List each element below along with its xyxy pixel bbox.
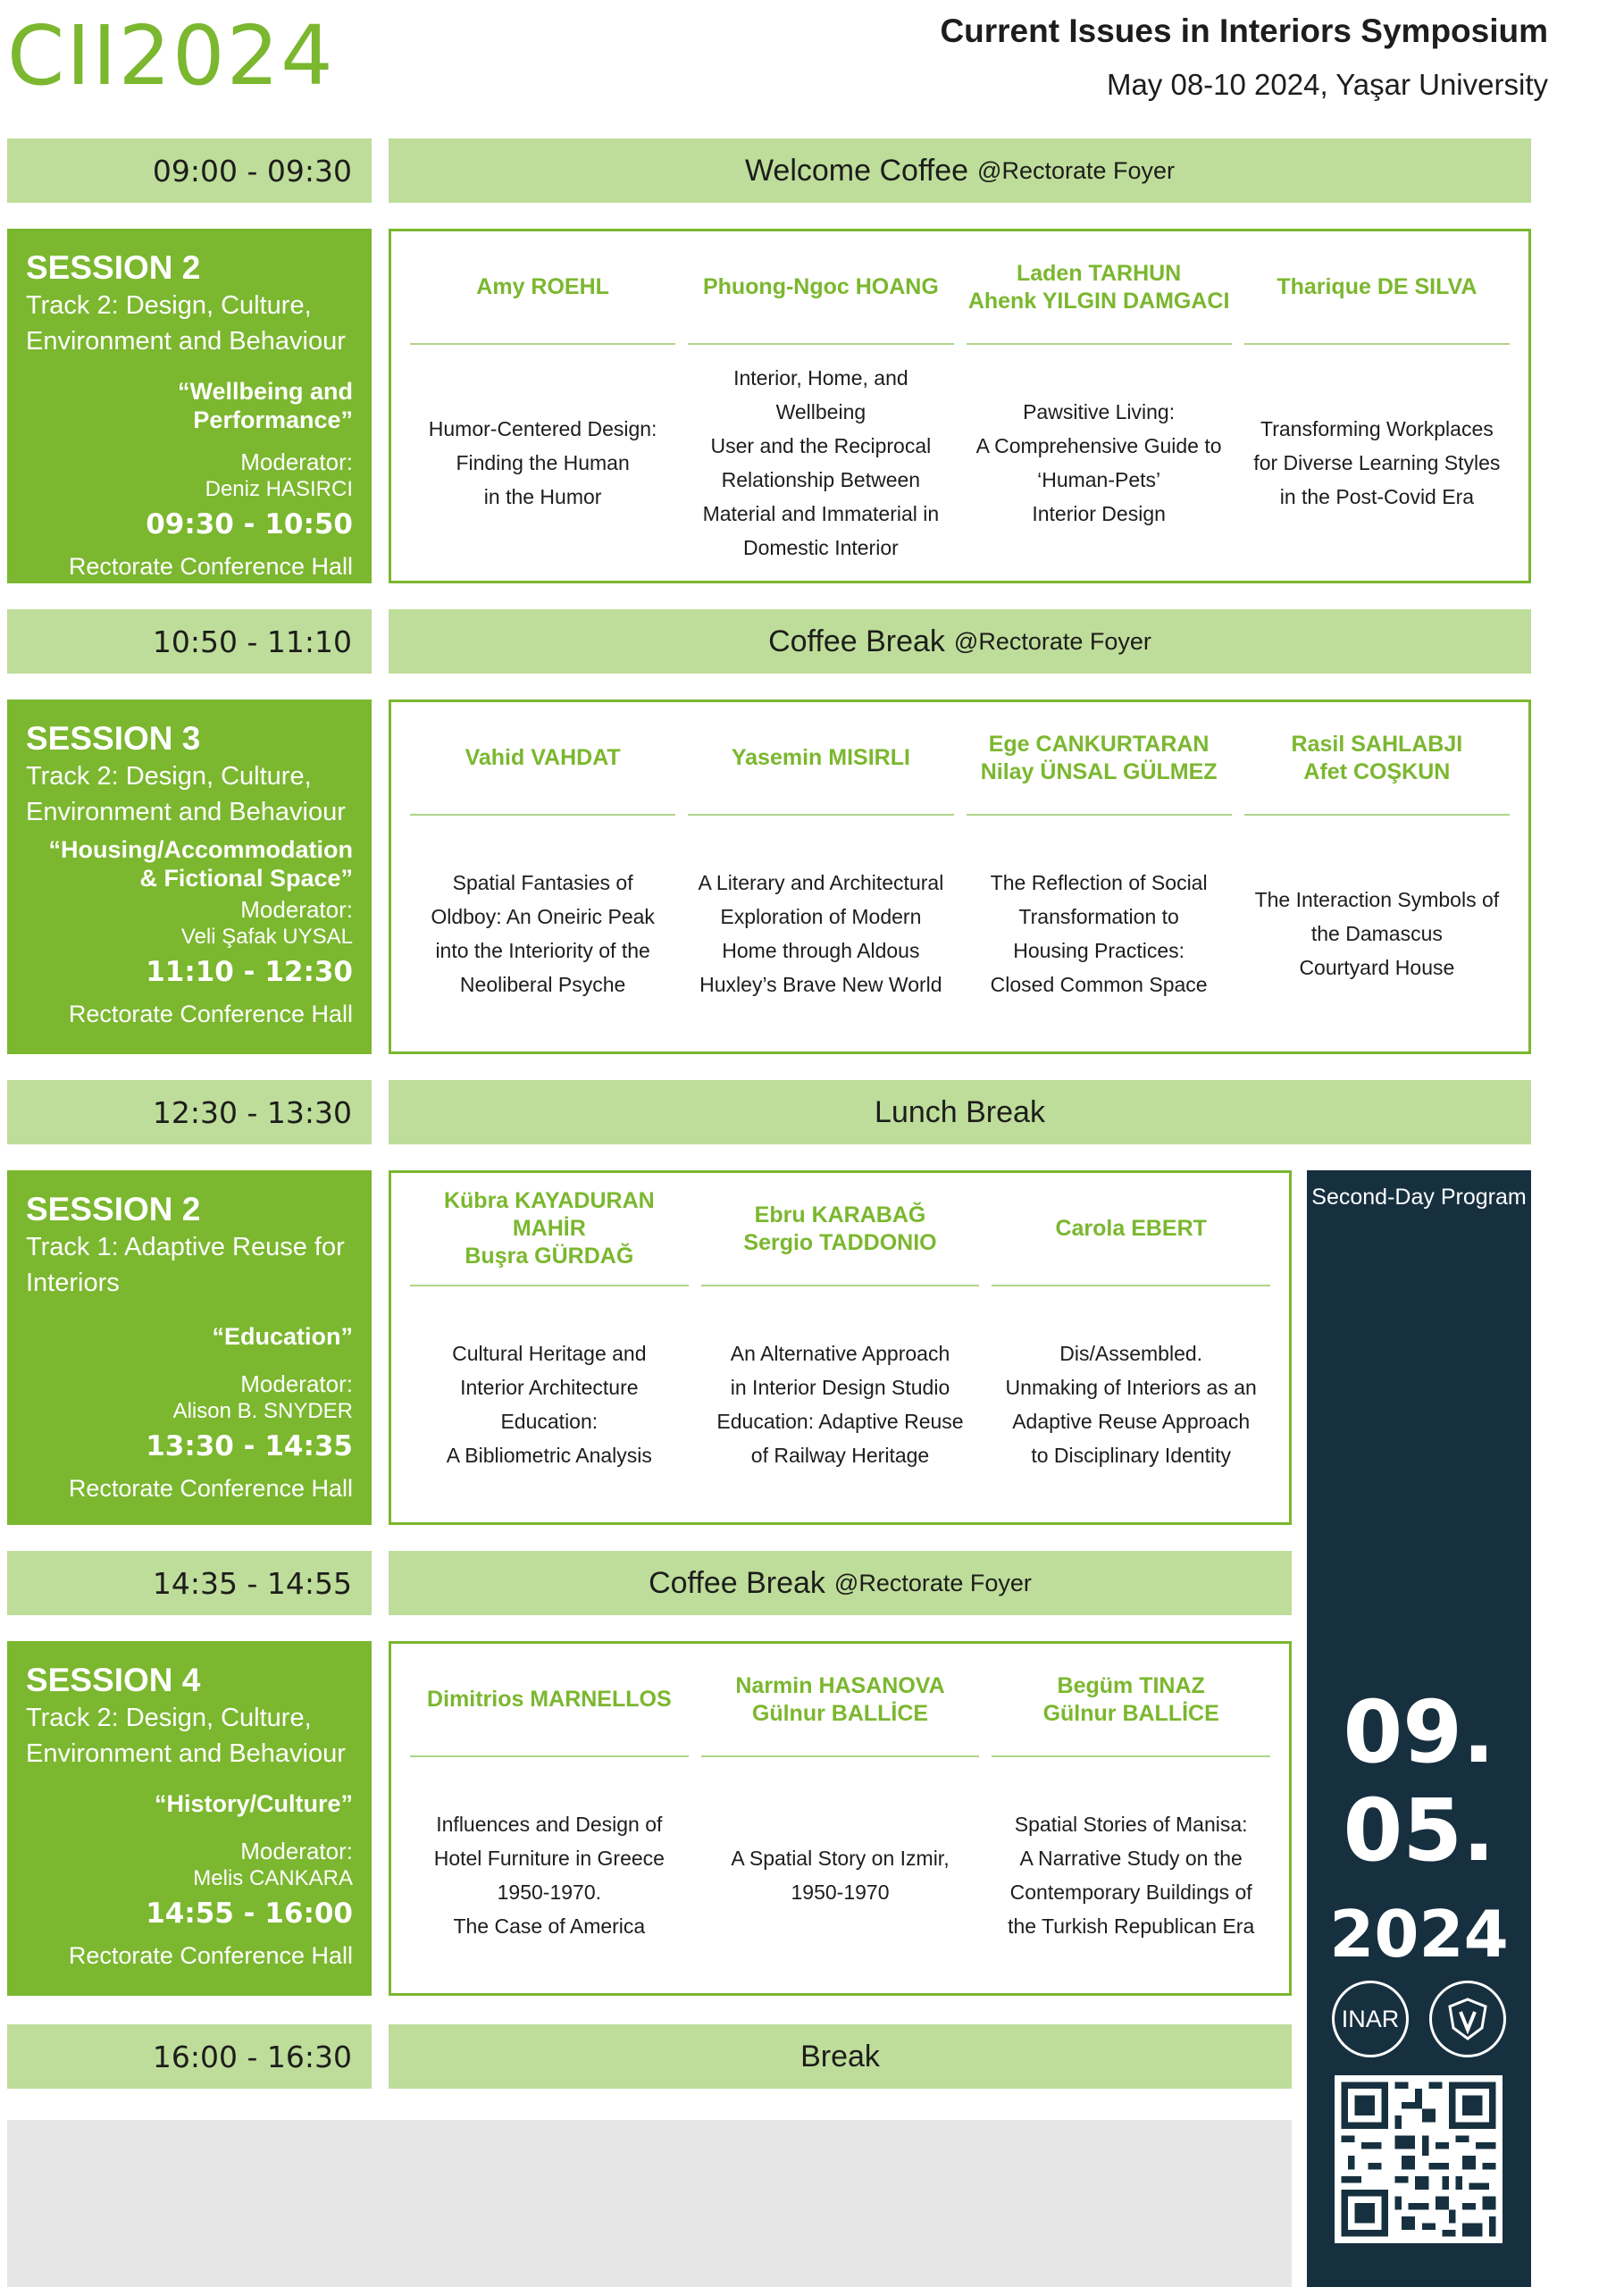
session-time: 13:30 - 14:35 [146, 1430, 353, 1462]
moderator-label: Moderator: [240, 896, 353, 923]
session-hall: Rectorate Conference Hall [68, 1001, 353, 1027]
author-name: Ege CANKURTARAN [988, 731, 1210, 757]
moderator-label: Moderator: [240, 1370, 353, 1397]
event-label: Break [800, 2039, 880, 2073]
paper-item [1244, 231, 1510, 581]
lunch-break-bar [389, 1080, 1531, 1144]
papers-panel [389, 1641, 1292, 1996]
qr-code-icon[interactable] [1335, 2075, 1503, 2243]
event-label: Coffee Break [768, 624, 945, 658]
time-slot: 10:50 - 11:10 [7, 609, 372, 674]
event-location: @Rectorate Foyer [953, 627, 1151, 655]
author-name: Vahid VAHDAT [465, 745, 621, 770]
session-panel [7, 700, 372, 1054]
paper-item [967, 702, 1232, 1051]
session-hall: Rectorate Conference Hall [68, 553, 353, 580]
paper-authors [701, 1173, 980, 1286]
paper-title-text: Spatial Fantasies of Oldboy: An Oneiric Peak into the Interiority of the Neoliberal Psyche [431, 871, 655, 996]
author-name: Gülnur BALLİCE [1042, 1700, 1219, 1726]
coffee-break-bar [389, 1551, 1292, 1615]
author-name: Amy ROEHL [476, 274, 609, 299]
session-time: 14:55 - 16:00 [146, 1897, 353, 1930]
papers-panel [389, 1170, 1292, 1525]
session-panel [7, 1641, 372, 1996]
paper-authors [688, 231, 953, 345]
paper-item [410, 702, 675, 1051]
author-name: Kübra KAYADURAN MAHİR [443, 1188, 655, 1241]
paper-authors [1244, 231, 1510, 345]
author-name: Laden TARHUN [1016, 260, 1182, 286]
author-name: Nilay ÜNSAL GÜLMEZ [980, 758, 1218, 784]
break-bar [389, 2024, 1292, 2089]
author-name: Buşra GÜRDAĞ [465, 1244, 634, 1269]
session-theme: “History/Culture” [154, 1790, 353, 1817]
paper-title-text: Interior, Home, and Wellbeing User and the Reciprocal Relationship Between Material and Immaterial in Domestic Interior [702, 366, 940, 559]
paper-title-text: Humor-Centered Design: Finding the Human in the Humor [428, 417, 657, 508]
author-name: Tharique DE SILVA [1277, 274, 1478, 299]
event-label: Coffee Break [649, 1565, 825, 1600]
paper-authors [688, 702, 953, 816]
paper-title [410, 1757, 689, 1993]
paper-title [701, 1757, 980, 1993]
empty-footer-area [7, 2120, 1292, 2287]
paper-title [688, 345, 953, 581]
session-track: Track 2: Design, Culture, Environment and Behaviour [26, 1704, 346, 1768]
paper-title [410, 816, 675, 1051]
moderator-name: Melis CANKARA [193, 1866, 353, 1890]
symposium-title: Current Issues in Interiors Symposium [940, 13, 1548, 49]
author-name: Dimitrios MARNELLOS [427, 1687, 672, 1712]
session-hall: Rectorate Conference Hall [68, 1475, 353, 1502]
paper-authors [410, 702, 675, 816]
paper-authors [992, 1173, 1270, 1286]
time-slot: 12:30 - 13:30 [7, 1080, 372, 1144]
paper-title [688, 816, 953, 1051]
moderator-name: Alison B. SNYDER [172, 1399, 353, 1423]
inar-logo-text: INAR [1341, 2005, 1400, 2032]
paper-item [688, 231, 953, 581]
author-name: Yasemin MISIRLI [731, 745, 910, 770]
paper-authors [410, 1173, 689, 1286]
session-time: 11:10 - 12:30 [146, 956, 353, 988]
qr-code-graphic [1335, 2075, 1503, 2243]
paper-item [992, 1173, 1270, 1522]
paper-authors [410, 231, 675, 345]
paper-title-text: A Spatial Story on Izmir, 1950-1970 [731, 1847, 950, 1904]
moderator-label: Moderator: [240, 448, 353, 475]
session-panel [7, 1170, 372, 1525]
paper-title [992, 1757, 1270, 1993]
paper-title-text: An Alternative Approach in Interior Design Studio Education: Adaptive Reuse of Railway Heritage [716, 1342, 964, 1467]
sidebar-label: Second-Day Program [1311, 1185, 1527, 1210]
paper-title [967, 345, 1232, 581]
paper-item [992, 1644, 1270, 1993]
event-location: @Rectorate Foyer [833, 1569, 1032, 1596]
paper-title-text: The Interaction Symbols of the Damascus Courtyard House [1254, 888, 1500, 979]
author-name: Ahenk YILGIN DAMGACI [967, 288, 1230, 314]
author-name: Rasil SAHLABJI [1291, 731, 1463, 757]
symposium-logo: CII2024 [7, 8, 335, 104]
session-theme: “Wellbeing and Performance” [177, 378, 353, 433]
session-theme: “Housing/Accommodation & Fictional Space” [48, 836, 353, 892]
date-month: 05. [1343, 1780, 1495, 1881]
paper-authors [992, 1644, 1270, 1757]
session-title: SESSION 3 [26, 720, 201, 757]
date-year: 2024 [1329, 1897, 1509, 1972]
paper-authors [701, 1644, 980, 1757]
paper-authors [410, 1644, 689, 1757]
paper-title [410, 1286, 689, 1522]
author-name: Sergio TADDONIO [743, 1229, 937, 1255]
event-label: Welcome Coffee [744, 153, 969, 188]
paper-authors [967, 231, 1232, 345]
session-theme: “Education” [212, 1323, 353, 1350]
session-hall: Rectorate Conference Hall [68, 1942, 353, 1969]
paper-title [992, 1286, 1270, 1522]
coffee-break-bar [389, 609, 1531, 674]
paper-title [1244, 345, 1510, 581]
session-title: SESSION 2 [26, 249, 201, 286]
inar-logo-icon [1332, 1981, 1409, 2057]
session-track: Track 2: Design, Culture, Environment and Behaviour [26, 762, 346, 826]
author-name: Begüm TINAZ [1057, 1672, 1205, 1698]
paper-item [410, 1644, 689, 1993]
paper-title-text: A Literary and Architectural Exploration of Modern Home through Aldous Huxley’s Brave New World [698, 871, 944, 996]
session-panel [7, 229, 372, 583]
paper-title [967, 816, 1232, 1051]
papers-panel [389, 229, 1531, 583]
paper-item [410, 231, 675, 581]
author-name: Gülnur BALLİCE [751, 1700, 929, 1726]
paper-item [1244, 702, 1510, 1051]
paper-title [701, 1286, 980, 1522]
paper-authors [1244, 702, 1510, 816]
paper-title-text: Influences and Design of Hotel Furniture in Greece 1950-1970. The Case of America [433, 1813, 665, 1938]
welcome-coffee-bar [389, 138, 1531, 203]
second-day-sidebar [1307, 1170, 1531, 2287]
paper-item [967, 231, 1232, 581]
papers-panel [389, 700, 1531, 1054]
paper-item [701, 1644, 980, 1993]
paper-title-text: The Reflection of Social Transformation to Housing Practices: Closed Common Space [990, 871, 1208, 996]
paper-title-text: Spatial Stories of Manisa: A Narrative Study on the Contemporary Buildings of the Turkish Republican Era [1008, 1813, 1255, 1938]
moderator-name: Veli Şafak UYSAL [180, 925, 353, 949]
time-slot: 09:00 - 09:30 [7, 138, 372, 203]
symposium-date-venue: May 08-10 2024, Yaşar University [1106, 68, 1548, 101]
author-name: Ebru KARABAĞ [754, 1202, 926, 1227]
paper-item [688, 702, 953, 1051]
paper-title-text: Cultural Heritage and Interior Architecture Education: A Bibliometric Analysis [446, 1342, 652, 1467]
author-name: Narmin HASANOVA [735, 1672, 945, 1698]
session-track: Track 1: Adaptive Reuse for Interiors [26, 1233, 345, 1297]
date-day: 09. [1343, 1682, 1495, 1782]
paper-authors [967, 702, 1232, 816]
paper-title [410, 345, 675, 581]
moderator-label: Moderator: [240, 1838, 353, 1864]
session-title: SESSION 2 [26, 1191, 201, 1227]
paper-item [410, 1173, 689, 1522]
author-name: Afet COŞKUN [1303, 758, 1451, 784]
paper-title [1244, 816, 1510, 1051]
paper-item [701, 1173, 980, 1522]
moderator-name: Deniz HASIRCI [205, 477, 353, 501]
session-track: Track 2: Design, Culture, Environment and Behaviour [26, 291, 346, 356]
session-title: SESSION 4 [26, 1662, 201, 1698]
paper-title-text: Transforming Workplaces for Diverse Learning Styles in the Post-Covid Era [1253, 417, 1501, 508]
author-name: Carola EBERT [1055, 1216, 1207, 1241]
university-logo-icon [1429, 1981, 1506, 2057]
session-time: 09:30 - 10:50 [146, 508, 353, 540]
shield-emblem-icon [1443, 1994, 1493, 2044]
author-name: Phuong-Ngoc HOANG [702, 274, 939, 299]
time-slot: 16:00 - 16:30 [7, 2024, 372, 2089]
paper-title-text: Pawsitive Living: A Comprehensive Guide to ‘Human-Pets’ Interior Design [975, 400, 1222, 525]
event-location: @Rectorate Foyer [977, 156, 1176, 184]
time-slot: 14:35 - 14:55 [7, 1551, 372, 1615]
event-label: Lunch Break [875, 1094, 1045, 1129]
paper-title-text: Dis/Assembled. Unmaking of Interiors as an Adaptive Reuse Approach to Disciplinary Identity [1005, 1342, 1257, 1467]
